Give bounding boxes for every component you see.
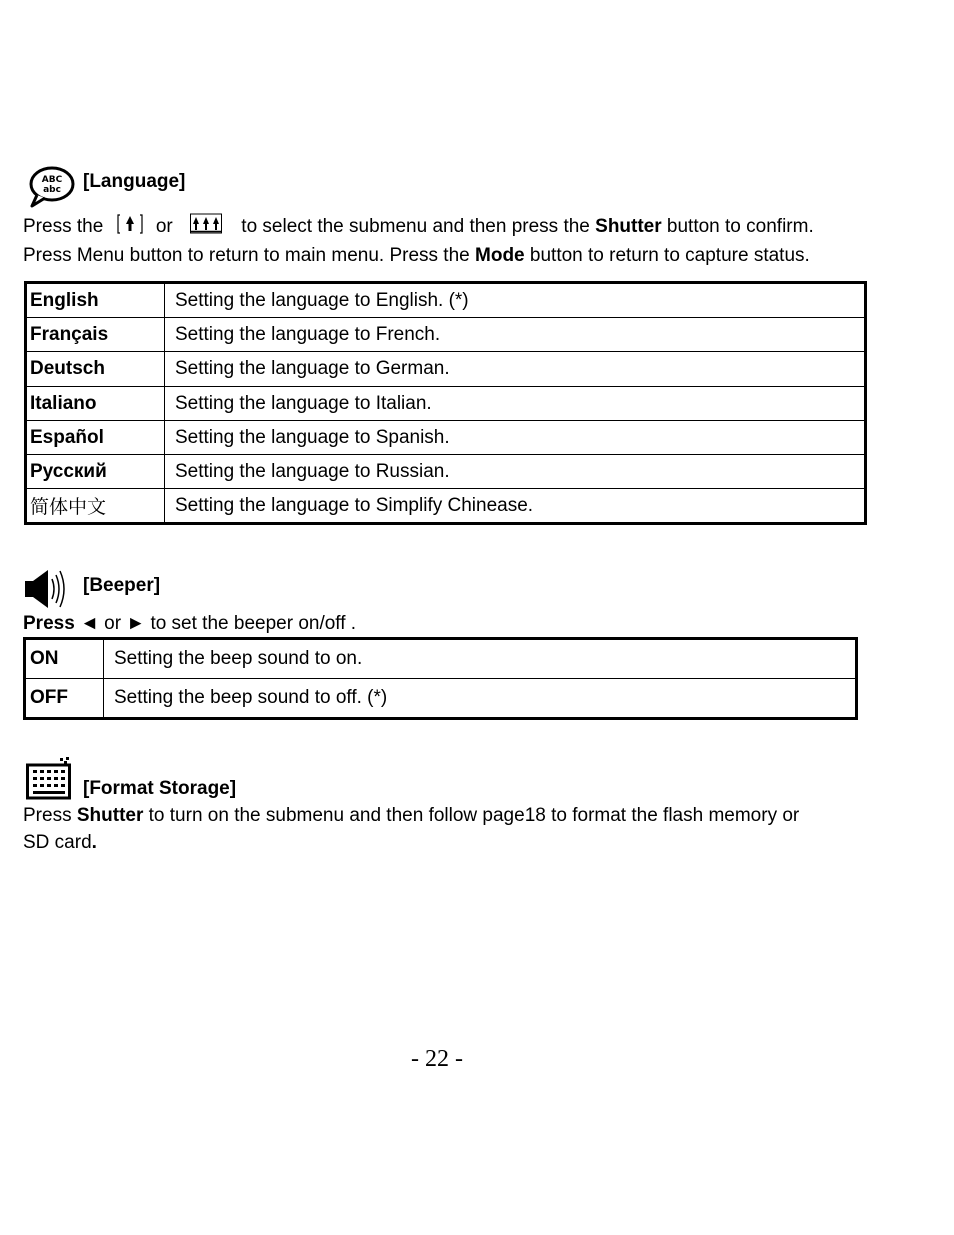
- language-option-description: Setting the language to Italian.: [165, 387, 866, 421]
- instruction-text: to select the submenu and then press the: [241, 216, 590, 238]
- table-row: [25, 679, 857, 719]
- table-row: [26, 318, 866, 352]
- beeper-option-name: ON: [25, 639, 104, 679]
- language-option-name: Italiano: [26, 387, 165, 421]
- beeper-table: [23, 637, 858, 720]
- instruction-text: Press Menu button to return to main menu. Press the: [23, 245, 470, 266]
- table-row: [26, 283, 866, 318]
- beeper-section-title: [Beeper]: [83, 575, 161, 596]
- instruction-text: button to return to capture status.: [529, 245, 810, 266]
- table-row: [25, 639, 857, 679]
- format-storage-section-title: [Format Storage]: [83, 778, 237, 799]
- language-option-name: Français: [26, 318, 165, 352]
- period: .: [91, 832, 97, 853]
- table-row: [26, 352, 866, 387]
- language-option-description: Setting the language to German.: [165, 352, 866, 387]
- language-option-name: Русский: [26, 455, 165, 489]
- instruction-text: Press: [23, 805, 72, 826]
- instruction-text: Press the: [23, 216, 104, 238]
- beeper-option-name: OFF: [25, 679, 104, 719]
- language-option-description: Setting the language to Simplify Chinease.: [165, 489, 866, 524]
- shutter-keyword: Shutter: [595, 216, 662, 238]
- beeper-option-description: Setting the beep sound to off. (*): [104, 679, 857, 719]
- up-arrow-key-icon: [117, 213, 143, 241]
- language-section-title: [Language]: [83, 171, 186, 192]
- instruction-text: to set the beeper on/off .: [150, 613, 357, 634]
- mode-keyword: Mode: [475, 245, 525, 266]
- table-row: [26, 455, 866, 489]
- language-option-description: Setting the language to English. (*): [165, 283, 866, 318]
- instruction-text: button to confirm.: [666, 216, 814, 238]
- language-instruction-line-1: [23, 213, 814, 241]
- table-row: [26, 387, 866, 421]
- beeper-instruction-line: [23, 613, 356, 635]
- language-table: [24, 281, 867, 525]
- beeper-option-description: Setting the beep sound to on.: [104, 639, 857, 679]
- instruction-text: or: [155, 216, 173, 238]
- speaker-icon: [24, 567, 68, 611]
- language-option-name: Español: [26, 421, 165, 455]
- page-number: - 22 -: [411, 1046, 463, 1072]
- instruction-text: SD card: [23, 832, 92, 853]
- right-arrow-icon: ►: [126, 613, 146, 634]
- triple-arrow-key-icon: [190, 213, 222, 241]
- language-option-description: Setting the language to Russian.: [165, 455, 866, 489]
- table-row: [26, 489, 866, 524]
- left-arrow-icon: ◄: [80, 613, 99, 634]
- language-option-description: Setting the language to French.: [165, 318, 866, 352]
- instruction-text: to turn on the submenu and then follow page18 to format the flash memory or: [148, 805, 800, 826]
- press-keyword: Press: [23, 613, 75, 634]
- language-instruction-line-2: [23, 245, 810, 267]
- svg-text:ABC: ABC: [41, 175, 63, 185]
- format-instruction-line-2: [23, 832, 97, 854]
- svg-text:abc: abc: [43, 185, 61, 195]
- shutter-keyword: Shutter: [76, 805, 144, 826]
- language-option-name: Deutsch: [26, 352, 165, 387]
- language-option-name: 简体中文: [26, 489, 165, 524]
- language-option-description: Setting the language to Spanish.: [165, 421, 866, 455]
- format-instruction-line-1: [23, 805, 799, 827]
- language-speech-bubble-icon: [27, 165, 75, 209]
- table-row: [26, 421, 866, 455]
- language-option-name: English: [26, 283, 165, 318]
- format-storage-icon: [26, 756, 72, 800]
- instruction-text: or: [104, 613, 122, 634]
